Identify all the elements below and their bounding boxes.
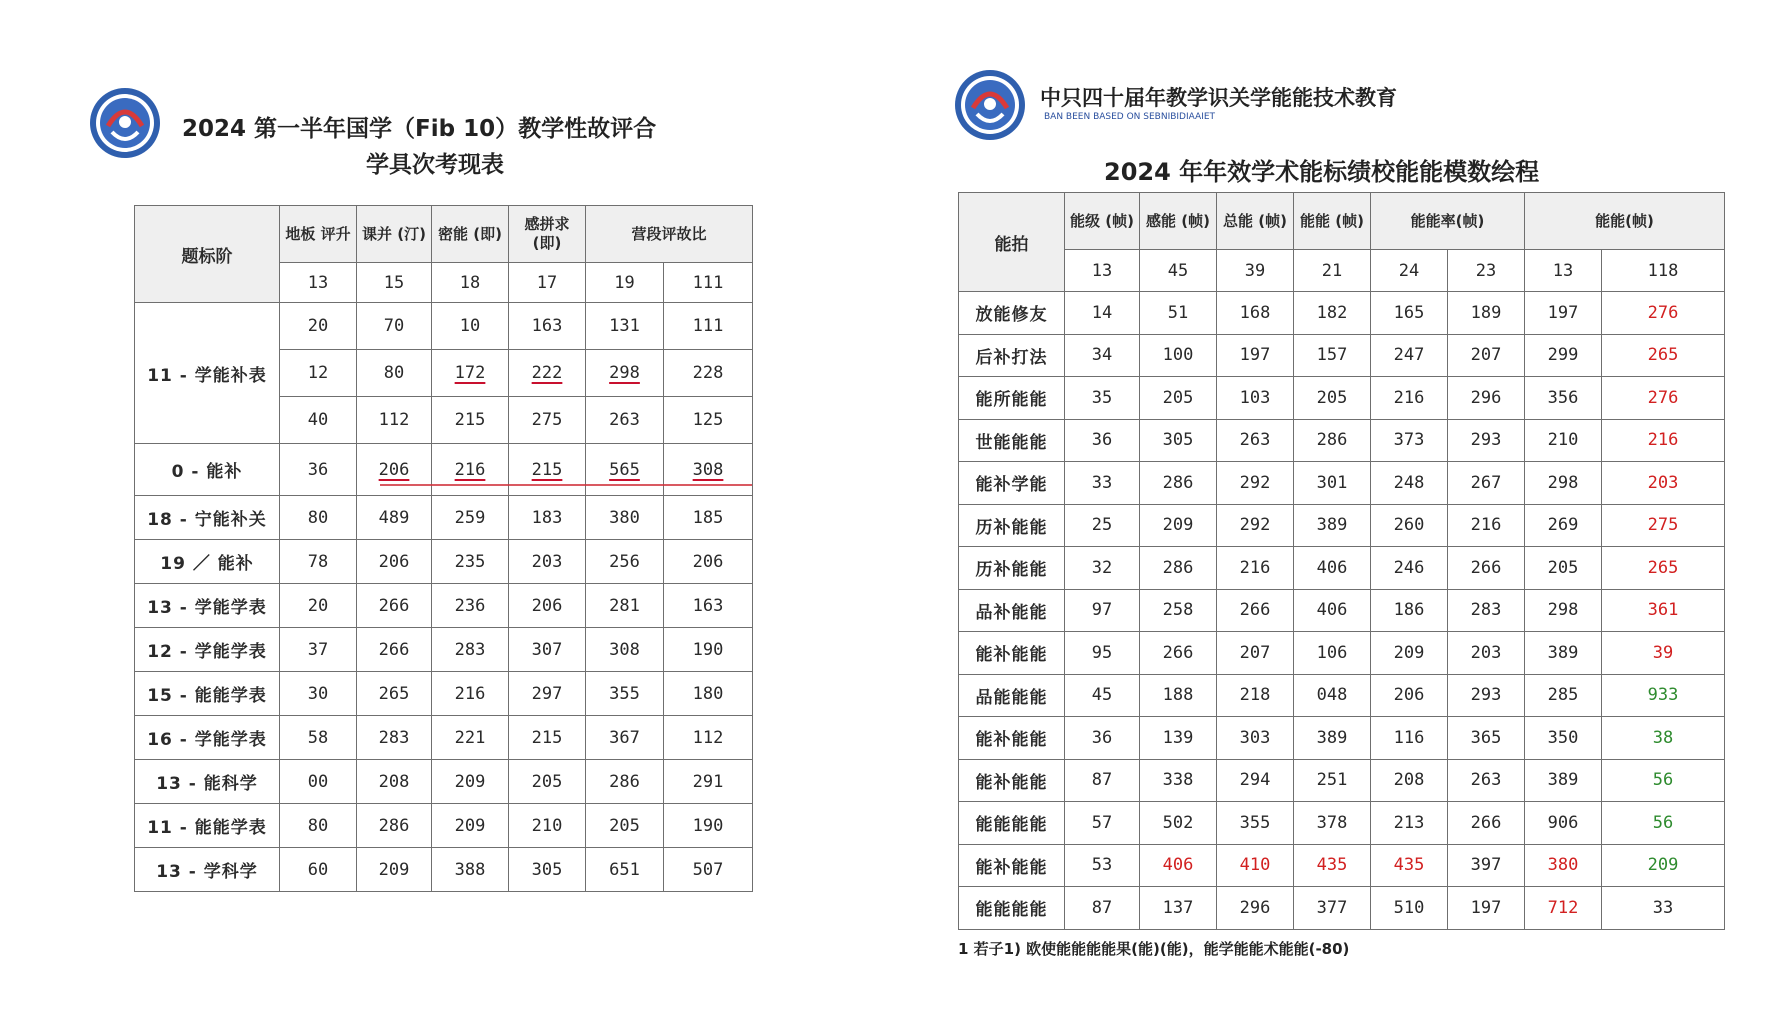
row-label: 19 ／ 能补 (135, 540, 280, 584)
table-cell: 292 (1217, 504, 1294, 547)
table-row (959, 334, 1725, 377)
table-cell: 373 (1371, 419, 1448, 462)
table-cell: 185 (664, 496, 753, 540)
table-row (959, 589, 1725, 632)
table-cell: 70 (357, 303, 432, 350)
table-cell: 406 (1294, 547, 1371, 590)
table-cell: 502 (1140, 802, 1217, 845)
table-cell: 292 (1217, 462, 1294, 505)
table-cell: 933 (1602, 674, 1725, 717)
table-cell: 296 (1217, 887, 1294, 930)
row-label: 能所能能 (959, 377, 1065, 420)
table-cell: 297 (509, 672, 586, 716)
table-cell: 209 (432, 804, 509, 848)
table-cell: 215 (509, 444, 586, 496)
table-cell: 188 (1140, 674, 1217, 717)
table-cell: 258 (1140, 589, 1217, 632)
table-row (959, 632, 1725, 675)
table-cell: 283 (432, 628, 509, 672)
table-cell: 213 (1371, 802, 1448, 845)
table-cell: 208 (1371, 759, 1448, 802)
table-cell: 197 (1217, 334, 1294, 377)
table-cell: 205 (586, 804, 664, 848)
table-cell: 182 (1294, 292, 1371, 335)
table-cell: 205 (1140, 377, 1217, 420)
table-cell: 361 (1602, 589, 1725, 632)
column-number: 13 (1065, 250, 1140, 292)
row-label: 15 - 能能学表 (135, 672, 280, 716)
table-cell: 651 (586, 848, 664, 892)
table-cell: 208 (357, 760, 432, 804)
table-row (135, 672, 753, 716)
table-cell: 206 (509, 584, 586, 628)
row-label: 能补能能 (959, 717, 1065, 760)
table-cell: 294 (1217, 759, 1294, 802)
table-row (135, 444, 753, 496)
table-cell: 256 (586, 540, 664, 584)
table-cell: 131 (586, 303, 664, 350)
table-cell: 36 (1065, 419, 1140, 462)
column-header: 能能(帧) (1525, 193, 1725, 250)
table-row (135, 584, 753, 628)
table-cell: 95 (1065, 632, 1140, 675)
table-cell: 168 (1217, 292, 1294, 335)
right-org-subline: BAN BEEN BASED ON SEBNIBIDIAAIET (1044, 112, 1216, 122)
table-cell: 248 (1371, 462, 1448, 505)
table-cell: 286 (1294, 419, 1371, 462)
table-cell: 57 (1065, 802, 1140, 845)
right-org-name: 中只四十届年教学识关学能能技术教育 (1040, 86, 1397, 110)
column-number: 24 (1371, 250, 1448, 292)
table-cell: 308 (664, 444, 753, 496)
table-cell: 286 (357, 804, 432, 848)
table-cell: 263 (586, 397, 664, 444)
column-number: 13 (1525, 250, 1602, 292)
table-cell: 263 (1448, 759, 1525, 802)
table-cell: 30 (280, 672, 357, 716)
table-cell: 377 (1294, 887, 1371, 930)
table-cell: 275 (509, 397, 586, 444)
table-cell: 207 (1448, 334, 1525, 377)
table-cell: 388 (432, 848, 509, 892)
table-cell: 80 (357, 350, 432, 397)
table-cell: 276 (1602, 292, 1725, 335)
table-cell: 216 (1448, 504, 1525, 547)
column-header: 能级 (帧) (1065, 193, 1140, 250)
table-row (959, 759, 1725, 802)
table-cell: 206 (357, 444, 432, 496)
table-cell: 60 (280, 848, 357, 892)
table-cell: 116 (1371, 717, 1448, 760)
table-row (135, 540, 753, 584)
table-cell: 218 (1217, 674, 1294, 717)
column-number: 18 (432, 263, 509, 303)
table-cell: 298 (586, 350, 664, 397)
table-cell: 293 (1448, 419, 1525, 462)
table-cell: 00 (280, 760, 357, 804)
table-cell: 20 (280, 303, 357, 350)
table-cell: 235 (432, 540, 509, 584)
table-cell: 53 (1065, 844, 1140, 887)
table-cell: 350 (1525, 717, 1602, 760)
row-label: 能补能能 (959, 632, 1065, 675)
table-cell: 489 (357, 496, 432, 540)
table-cell: 291 (664, 760, 753, 804)
table-cell: 228 (664, 350, 753, 397)
table-cell: 286 (1140, 547, 1217, 590)
table-cell: 565 (586, 444, 664, 496)
column-header: 密能 (即) (432, 206, 509, 263)
row-label: 世能能能 (959, 419, 1065, 462)
table-cell: 266 (1140, 632, 1217, 675)
column-number: 45 (1140, 250, 1217, 292)
table-cell: 100 (1140, 334, 1217, 377)
table-cell: 266 (357, 584, 432, 628)
table-cell: 298 (1525, 589, 1602, 632)
table-cell: 305 (1140, 419, 1217, 462)
row-label: 能补能能 (959, 759, 1065, 802)
row-label: 16 - 学能学表 (135, 716, 280, 760)
left-score-table (134, 205, 753, 892)
table-cell: 206 (664, 540, 753, 584)
column-number: 15 (357, 263, 432, 303)
table-cell: 210 (509, 804, 586, 848)
column-number: 39 (1217, 250, 1294, 292)
column-number: 17 (509, 263, 586, 303)
table-cell: 435 (1294, 844, 1371, 887)
table-cell: 103 (1217, 377, 1294, 420)
table-row (135, 716, 753, 760)
table-cell: 367 (586, 716, 664, 760)
header-label: 能拍 (959, 193, 1065, 292)
table-cell: 410 (1217, 844, 1294, 887)
table-cell: 56 (1602, 802, 1725, 845)
column-header: 总能 (帧) (1217, 193, 1294, 250)
table-cell: 355 (586, 672, 664, 716)
row-label: 历补能能 (959, 547, 1065, 590)
table-cell: 259 (432, 496, 509, 540)
left-title-line1: 2024 第一半年国学（Fib 10）教学性故评合 (182, 116, 657, 142)
table-cell: 263 (1217, 419, 1294, 462)
column-header: 营段评故比 (586, 206, 753, 263)
table-row (959, 377, 1725, 420)
table-cell: 206 (357, 540, 432, 584)
row-label: 放能修友 (959, 292, 1065, 335)
table-cell: 111 (664, 303, 753, 350)
table-cell: 267 (1448, 462, 1525, 505)
table-cell: 276 (1602, 377, 1725, 420)
column-header: 地板 评升 (280, 206, 357, 263)
table-cell: 275 (1602, 504, 1725, 547)
table-row (135, 848, 753, 892)
table-cell: 25 (1065, 504, 1140, 547)
school-logo-left (88, 86, 162, 160)
row-label: 0 - 能补 (135, 444, 280, 496)
table-cell: 172 (432, 350, 509, 397)
table-row (135, 628, 753, 672)
table-cell: 906 (1525, 802, 1602, 845)
red-strike-line (380, 484, 752, 486)
table-row (959, 887, 1725, 930)
table-cell: 269 (1525, 504, 1602, 547)
table-row (959, 292, 1725, 335)
table-cell: 35 (1065, 377, 1140, 420)
table-cell: 266 (1217, 589, 1294, 632)
left-title-line2: 学具次考现表 (366, 152, 504, 178)
table-cell: 205 (1294, 377, 1371, 420)
column-header: 能能 (帧) (1294, 193, 1371, 250)
table-cell: 87 (1065, 759, 1140, 802)
table-cell: 221 (432, 716, 509, 760)
table-cell: 265 (1602, 547, 1725, 590)
table-cell: 265 (1602, 334, 1725, 377)
table-cell: 355 (1217, 802, 1294, 845)
table-row (959, 419, 1725, 462)
table-cell: 203 (509, 540, 586, 584)
table-cell: 266 (1448, 547, 1525, 590)
table-cell: 356 (1525, 377, 1602, 420)
table-cell: 389 (1525, 632, 1602, 675)
table-row (959, 504, 1725, 547)
table-cell: 281 (586, 584, 664, 628)
right-footnote: 1 若子1) 欧使能能能能果(能)(能)，能学能能术能能(-80) (958, 940, 1350, 958)
table-cell: 216 (1602, 419, 1725, 462)
table-cell: 712 (1525, 887, 1602, 930)
table-cell: 112 (357, 397, 432, 444)
table-cell: 10 (432, 303, 509, 350)
table-cell: 397 (1448, 844, 1525, 887)
table-cell: 36 (280, 444, 357, 496)
column-number: 21 (1294, 250, 1371, 292)
table-cell: 308 (586, 628, 664, 672)
column-header: 感拼求 (即) (509, 206, 586, 263)
column-number: 111 (664, 263, 753, 303)
table-cell: 197 (1448, 887, 1525, 930)
row-label: 能能能能 (959, 802, 1065, 845)
table-cell: 33 (1602, 887, 1725, 930)
table-cell: 32 (1065, 547, 1140, 590)
table-cell: 406 (1294, 589, 1371, 632)
table-cell: 40 (280, 397, 357, 444)
table-cell: 266 (1448, 802, 1525, 845)
table-cell: 203 (1448, 632, 1525, 675)
column-header: 能能率(帧) (1371, 193, 1525, 250)
right-title: 2024 年年效学术能标绩校能能模数绘程 (1104, 158, 1540, 186)
table-cell: 186 (1371, 589, 1448, 632)
table-cell: 137 (1140, 887, 1217, 930)
table-row (135, 804, 753, 848)
table-row (959, 844, 1725, 887)
table-cell: 78 (280, 540, 357, 584)
table-cell: 380 (586, 496, 664, 540)
table-cell: 197 (1525, 292, 1602, 335)
row-label: 11 - 学能补表 (135, 303, 280, 444)
table-row (135, 760, 753, 804)
table-cell: 51 (1140, 292, 1217, 335)
row-label: 13 - 学科学 (135, 848, 280, 892)
table-cell: 260 (1371, 504, 1448, 547)
table-cell: 125 (664, 397, 753, 444)
table-cell: 389 (1525, 759, 1602, 802)
header-label: 题标阶 (135, 206, 280, 303)
table-cell: 216 (1371, 377, 1448, 420)
table-cell: 20 (280, 584, 357, 628)
table-cell: 251 (1294, 759, 1371, 802)
table-cell: 97 (1065, 589, 1140, 632)
table-cell: 365 (1448, 717, 1525, 760)
table-cell: 389 (1294, 717, 1371, 760)
table-row (959, 674, 1725, 717)
row-label: 品补能能 (959, 589, 1065, 632)
table-cell: 157 (1294, 334, 1371, 377)
table-cell: 216 (432, 444, 509, 496)
table-cell: 38 (1602, 717, 1725, 760)
table-cell: 216 (1217, 547, 1294, 590)
table-cell: 207 (1217, 632, 1294, 675)
table-cell: 303 (1217, 717, 1294, 760)
table-row (135, 496, 753, 540)
table-cell: 139 (1140, 717, 1217, 760)
table-cell: 87 (1065, 887, 1140, 930)
row-label: 13 - 能科学 (135, 760, 280, 804)
table-cell: 216 (432, 672, 509, 716)
column-number: 19 (586, 263, 664, 303)
column-header: 感能 (帧) (1140, 193, 1217, 250)
table-cell: 203 (1602, 462, 1725, 505)
table-cell: 222 (509, 350, 586, 397)
table-cell: 507 (664, 848, 753, 892)
table-cell: 106 (1294, 632, 1371, 675)
table-cell: 183 (509, 496, 586, 540)
table-cell: 406 (1140, 844, 1217, 887)
row-label: 能能能能 (959, 887, 1065, 930)
table-cell: 265 (357, 672, 432, 716)
table-cell: 56 (1602, 759, 1725, 802)
table-cell: 12 (280, 350, 357, 397)
right-score-table (958, 192, 1725, 930)
table-cell: 293 (1448, 674, 1525, 717)
table-cell: 80 (280, 804, 357, 848)
row-label: 品能能能 (959, 674, 1065, 717)
table-row (959, 462, 1725, 505)
column-number: 23 (1448, 250, 1525, 292)
table-cell: 205 (509, 760, 586, 804)
header-row (135, 206, 753, 263)
table-cell: 39 (1602, 632, 1725, 675)
table-cell: 283 (1448, 589, 1525, 632)
table-cell: 236 (432, 584, 509, 628)
column-number: 118 (1602, 250, 1725, 292)
table-cell: 210 (1525, 419, 1602, 462)
table-cell: 37 (280, 628, 357, 672)
table-cell: 190 (664, 628, 753, 672)
table-cell: 209 (357, 848, 432, 892)
row-label: 后补打法 (959, 334, 1065, 377)
table-cell: 338 (1140, 759, 1217, 802)
table-cell: 246 (1371, 547, 1448, 590)
row-label: 12 - 学能学表 (135, 628, 280, 672)
table-cell: 205 (1525, 547, 1602, 590)
table-cell: 296 (1448, 377, 1525, 420)
table-cell: 285 (1525, 674, 1602, 717)
header-row (959, 193, 1725, 250)
table-cell: 301 (1294, 462, 1371, 505)
table-cell: 14 (1065, 292, 1140, 335)
table-cell: 206 (1371, 674, 1448, 717)
table-cell: 299 (1525, 334, 1602, 377)
table-cell: 283 (357, 716, 432, 760)
table-cell: 286 (586, 760, 664, 804)
table-cell: 33 (1065, 462, 1140, 505)
row-label: 13 - 学能学表 (135, 584, 280, 628)
table-cell: 389 (1294, 504, 1371, 547)
row-label: 能补学能 (959, 462, 1065, 505)
table-row (959, 547, 1725, 590)
row-label: 历补能能 (959, 504, 1065, 547)
table-cell: 510 (1371, 887, 1448, 930)
table-cell: 34 (1065, 334, 1140, 377)
table-cell: 380 (1525, 844, 1602, 887)
table-cell: 112 (664, 716, 753, 760)
table-cell: 163 (509, 303, 586, 350)
row-label: 能补能能 (959, 844, 1065, 887)
table-cell: 215 (432, 397, 509, 444)
table-cell: 45 (1065, 674, 1140, 717)
table-cell: 048 (1294, 674, 1371, 717)
header-number-row (959, 250, 1725, 292)
table-cell: 305 (509, 848, 586, 892)
table-cell: 180 (664, 672, 753, 716)
table-row (135, 303, 753, 350)
table-cell: 80 (280, 496, 357, 540)
table-cell: 189 (1448, 292, 1525, 335)
school-logo-right (953, 68, 1027, 142)
table-cell: 307 (509, 628, 586, 672)
table-cell: 247 (1371, 334, 1448, 377)
column-header: 课并 (汀) (357, 206, 432, 263)
table-cell: 209 (432, 760, 509, 804)
table-cell: 298 (1525, 462, 1602, 505)
table-cell: 266 (357, 628, 432, 672)
table-cell: 209 (1140, 504, 1217, 547)
table-cell: 435 (1371, 844, 1448, 887)
row-label: 18 - 宁能补关 (135, 496, 280, 540)
table-cell: 163 (664, 584, 753, 628)
table-cell: 58 (280, 716, 357, 760)
table-cell: 36 (1065, 717, 1140, 760)
table-cell: 215 (509, 716, 586, 760)
table-cell: 165 (1371, 292, 1448, 335)
table-cell: 286 (1140, 462, 1217, 505)
table-cell: 378 (1294, 802, 1371, 845)
table-row (959, 717, 1725, 760)
column-number: 13 (280, 263, 357, 303)
table-cell: 190 (664, 804, 753, 848)
table-cell: 209 (1371, 632, 1448, 675)
row-label: 11 - 能能学表 (135, 804, 280, 848)
table-cell: 209 (1602, 844, 1725, 887)
table-row (959, 802, 1725, 845)
